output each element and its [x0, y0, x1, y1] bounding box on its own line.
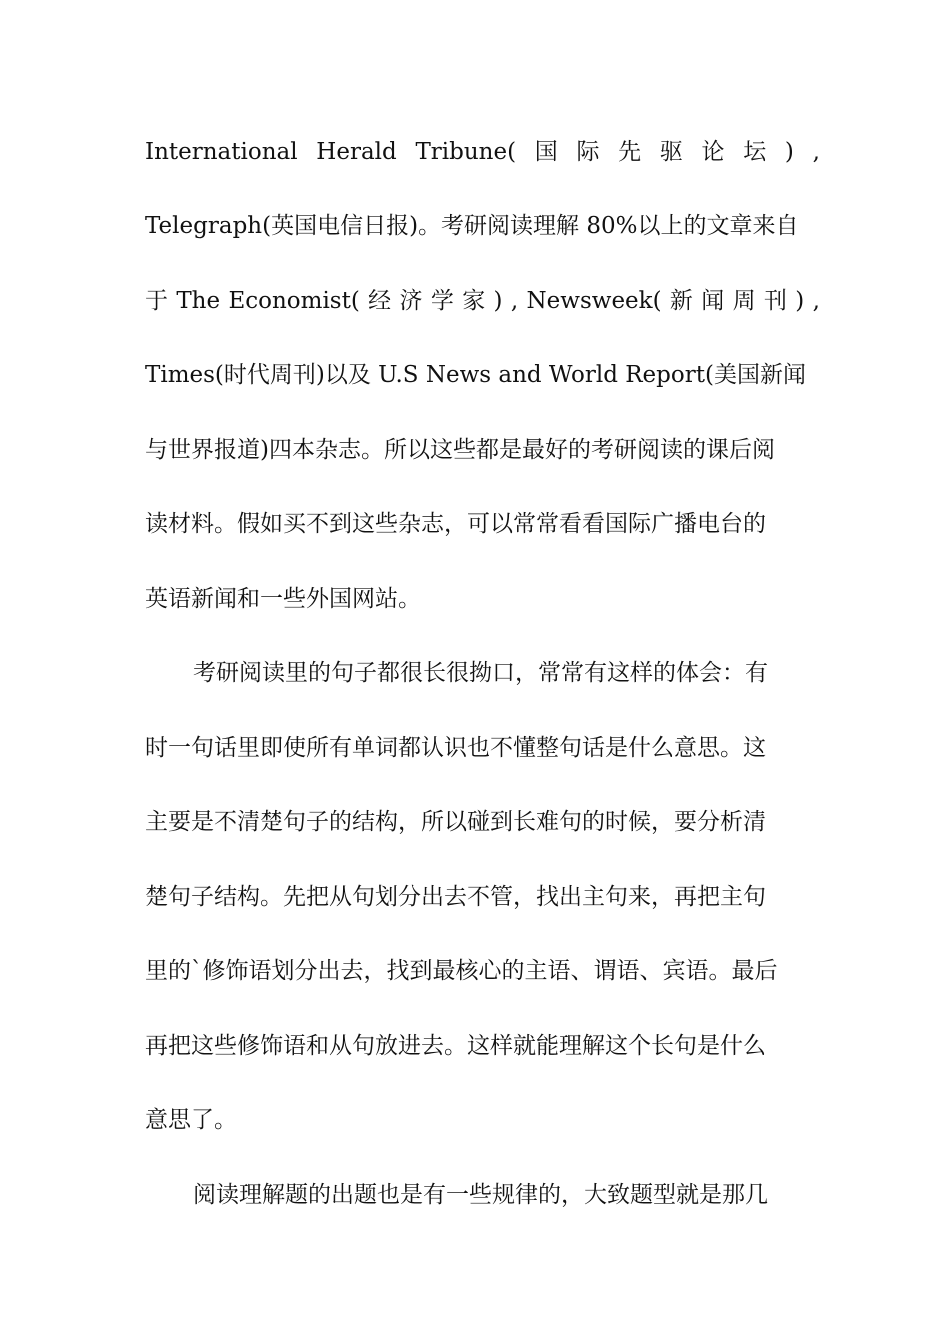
text-line-6: 读材料。假如买不到这些杂志，可以常常看看国际广播电台的	[145, 511, 766, 537]
line-3-word: ,	[812, 288, 820, 314]
line-3-word: 新	[669, 288, 693, 314]
line-1-word: ,	[812, 139, 820, 165]
line-3-word: 济	[399, 288, 423, 314]
text-line-12: 里的`修饰语划分出去，找到最核心的主语、谓语、宾语。最后	[145, 958, 778, 984]
text-line-13: 再把这些修饰语和从句放进去。这样就能理解这个长句是什么	[145, 1033, 766, 1059]
line-1-word: 先	[618, 139, 642, 165]
text-line-9: 时一句话里即使所有单词都认识也不懂整句话是什么意思。这	[145, 735, 766, 761]
line-3-word: 经	[368, 288, 392, 314]
line-1-word: 坛	[743, 139, 767, 165]
text-line-2: Telegraph(英国电信日报)。考研阅读理解 80%以上的文章来自	[145, 213, 799, 239]
line-3-word: 学	[430, 288, 454, 314]
line-3-word: 周	[732, 288, 756, 314]
line-3-word: The	[176, 288, 221, 314]
line-3-word: 闻	[701, 288, 725, 314]
line-3-word: )	[795, 288, 805, 314]
line-1-word: 国	[534, 139, 558, 165]
text-line-1	[145, 134, 820, 170]
text-line-15: 阅读理解题的出题也是有一些规律的，大致题型就是那几	[193, 1182, 768, 1208]
text-line-14: 意思了。	[145, 1107, 237, 1133]
text-line-5: 与世界报道)四本杂志。所以这些都是最好的考研阅读的课后阅	[145, 437, 775, 463]
line-1-word: International	[145, 139, 298, 165]
text-line-4: Times(时代周刊)以及 U.S News and World Report(美国新闻	[145, 362, 806, 388]
line-1-word: Herald	[316, 139, 397, 165]
line-3-word: 于	[145, 288, 168, 314]
text-line-3	[145, 283, 820, 319]
line-1-word: 际	[576, 139, 600, 165]
line-3-word: 家	[462, 288, 486, 314]
line-3-word: Newsweek(	[526, 288, 662, 314]
line-3-word: ,	[510, 288, 519, 314]
line-3-word: Economist(	[228, 288, 360, 314]
text-line-8: 考研阅读里的句子都很长很拗口，常常有这样的体会：有	[193, 660, 768, 686]
text-line-7: 英语新闻和一些外国网站。	[145, 586, 421, 612]
line-1-word: Tribune(	[415, 139, 517, 165]
line-1-word: 论	[701, 139, 725, 165]
text-line-11: 楚句子结构。先把从句划分出去不管，找出主句来，再把主句	[145, 884, 766, 910]
line-1-word: )	[784, 139, 794, 165]
line-3-word: )	[493, 288, 503, 314]
line-3-word: 刊	[763, 288, 787, 314]
line-1-word: 驱	[659, 139, 683, 165]
text-line-10: 主要是不清楚句子的结构，所以碰到长难句的时候，要分析清	[145, 809, 766, 835]
